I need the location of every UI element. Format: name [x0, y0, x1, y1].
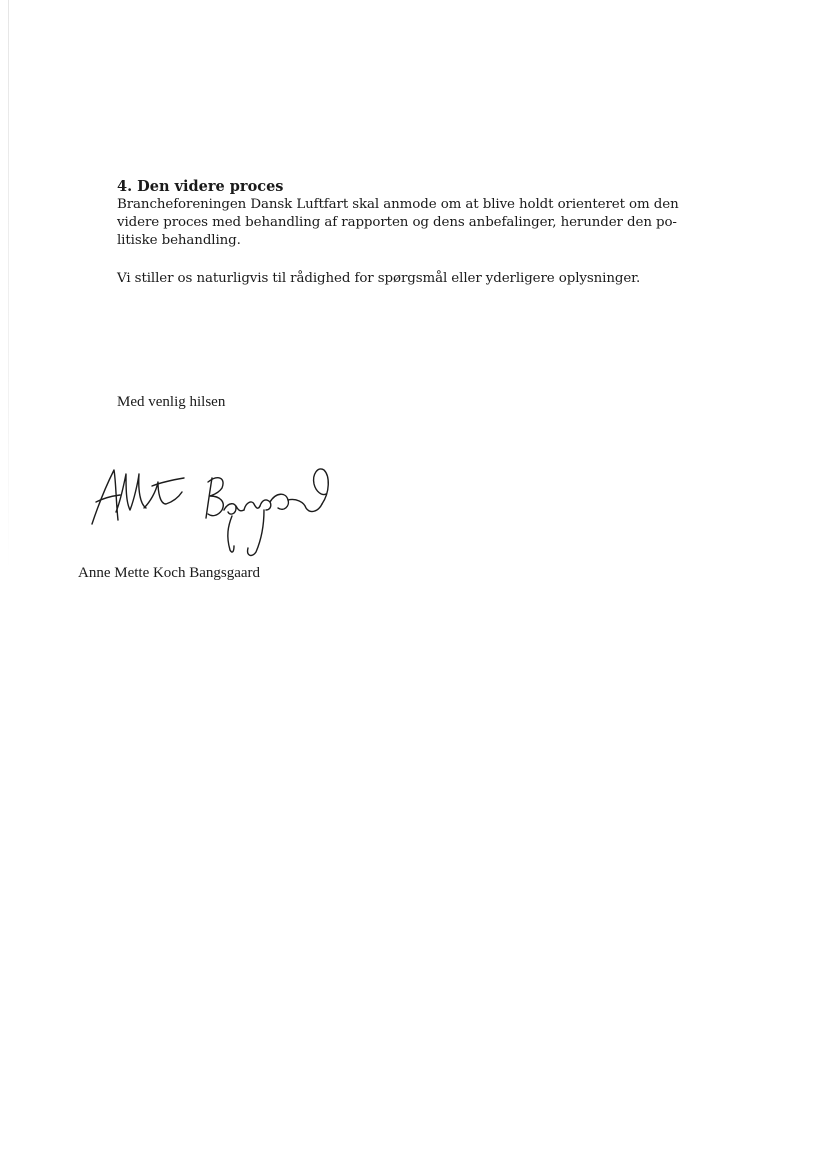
section-den-videre-proces: [117, 178, 697, 250]
closing-salutation: Med venlig hilsen: [117, 394, 226, 410]
paragraph-line: Brancheforeningen Dansk Luftfart skal anmode om at blive holdt orienteret om den: [117, 197, 679, 212]
availability-paragraph: Vi stiller os naturligvis til rådighed for spørgsmål eller yderligere oplysninger.: [117, 271, 641, 286]
signer-name: Anne Mette Koch Bangsgaard: [78, 565, 261, 581]
section-paragraph: [117, 196, 697, 250]
paragraph-line: videre proces med behandling af rapporten og dens anbefalinger, herunder den po-: [117, 215, 677, 230]
section-heading: 4. Den videre proces: [117, 178, 284, 195]
handwritten-signature-icon: [86, 462, 336, 572]
scan-edge-line: [8, 0, 9, 570]
paragraph-line: litiske behandling.: [117, 233, 241, 248]
